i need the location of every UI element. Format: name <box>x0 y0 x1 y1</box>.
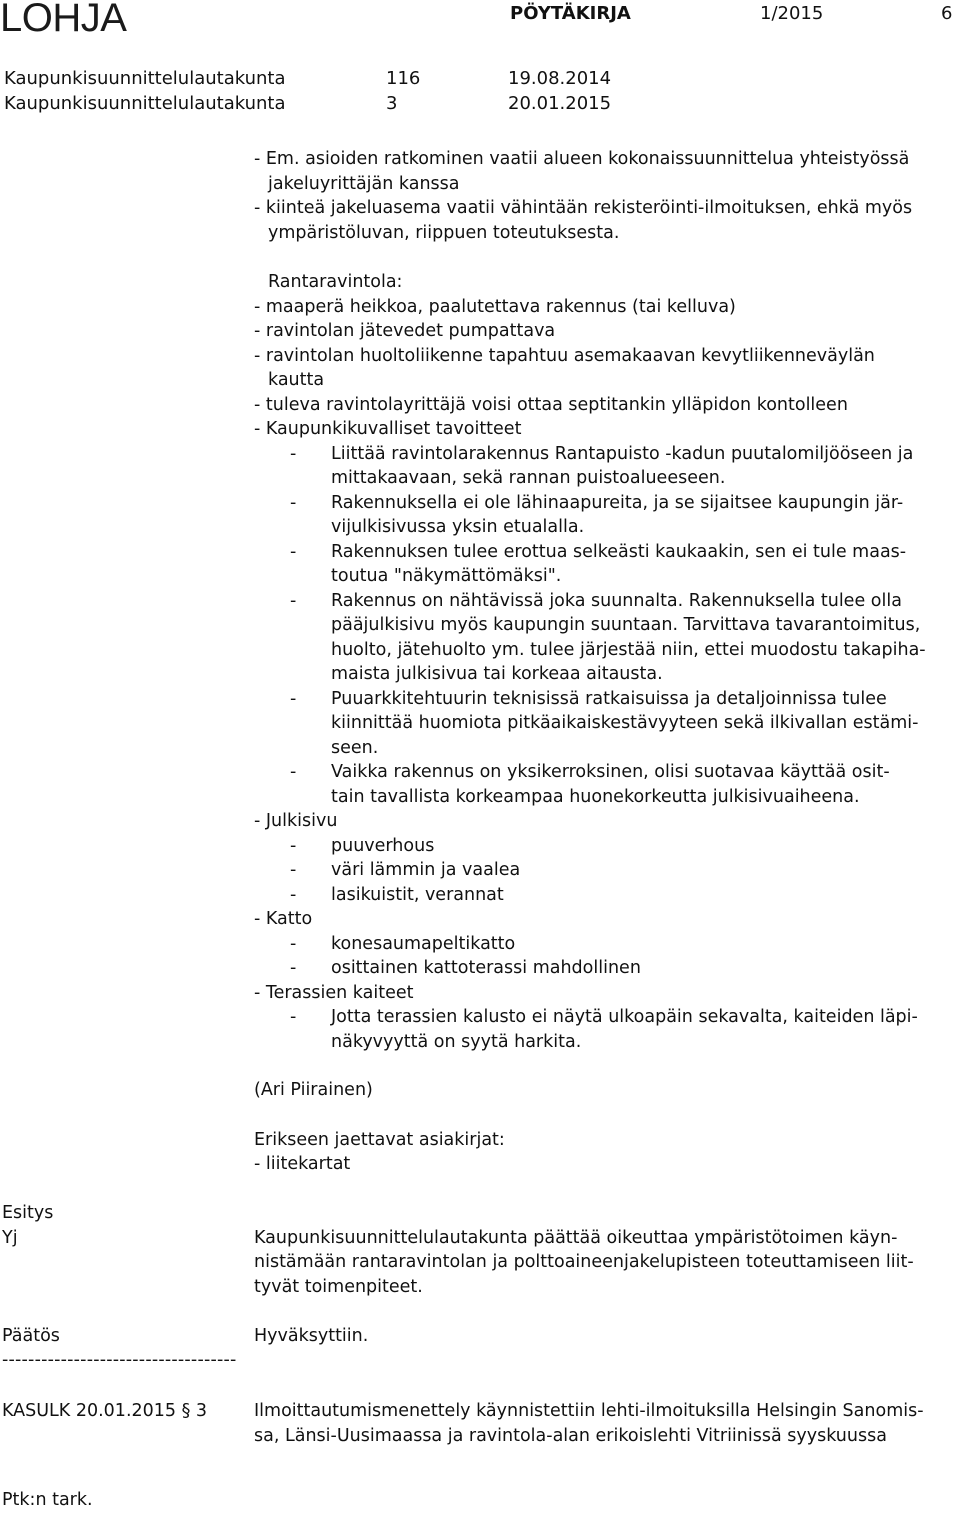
sub-bullet: väri lämmin ja vaalea <box>331 860 521 880</box>
section-number: 3 <box>386 93 398 114</box>
sub-bullet: toutua "näkymättömäksi". <box>331 566 562 586</box>
sub-bullet: seen. <box>331 738 379 758</box>
sub-bullet: mittakaavaan, sekä rannan puistoalueeseen. <box>331 468 726 488</box>
sub-bullet: tain tavallista korkeampaa huonekorkeutta julkisivuaiheena. <box>331 787 860 807</box>
paragraph-line: - kiinteä jakeluasema vaatii vähintään rekisteröinti-ilmoituksen, ehkä myös <box>254 198 913 218</box>
dash-marker: - <box>290 493 297 513</box>
sub-bullet: pääjulkisivu myös kaupungin suuntaan. Tarvittava tavarantoimitus, <box>331 615 921 635</box>
dash-marker: - <box>290 762 297 782</box>
bullet-item: - Terassien kaiteet <box>254 983 414 1003</box>
bullet-item: - ravintolan huoltoliikenne tapahtuu asemakaavan kevytliikenneväylän <box>254 346 875 366</box>
meeting-date: 20.01.2015 <box>508 93 612 114</box>
sub-bullet: Puuarkkitehtuurin teknisissä ratkaisuissa ja detaljoinnissa tulee <box>331 689 887 709</box>
kasulk-text: sa, Länsi-Uusimaassa ja ravintola-alan erikoislehti Vitriinissä syyskuussa <box>254 1426 887 1446</box>
board-name: Kaupunkisuunnittelulautakunta <box>4 68 286 89</box>
dash-marker: - <box>290 885 297 905</box>
sub-bullet: Liittää ravintolarakennus Rantapuisto -kadun puutalomiljööseen ja <box>331 444 914 464</box>
dash-marker: - <box>290 591 297 611</box>
bullet-item: - Katto <box>254 909 313 929</box>
document-number: 1/2015 <box>760 3 824 24</box>
sub-bullet: näkyvyyttä on syytä harkita. <box>331 1032 582 1052</box>
proposal-text: tyvät toimenpiteet. <box>254 1277 423 1297</box>
kasulk-label: KASULK 20.01.2015 § 3 <box>2 1401 208 1421</box>
kasulk-text: Ilmoittautumismenettely käynnistettiin lehti-ilmoituksilla Helsingin Sanomis- <box>254 1401 924 1421</box>
dash-marker: - <box>290 542 297 562</box>
dash-marker: - <box>290 958 297 978</box>
bullet-item: - Julkisivu <box>254 811 338 831</box>
bullet-item: - Kaupunkikuvalliset tavoitteet <box>254 419 522 439</box>
sub-bullet: Jotta terassien kalusto ei näytä ulkoapäin sekavalta, kaiteiden läpi- <box>331 1007 918 1027</box>
attachments-heading: Erikseen jaettavat asiakirjat: <box>254 1130 505 1150</box>
separator-line: ------------------------------------ <box>2 1350 237 1370</box>
sub-bullet: kiinnittää huomiota pitkäaikaiskestävyyteen sekä ilkivallan estämi- <box>331 713 919 733</box>
page-number: 6 <box>941 3 953 24</box>
esitys-label: Esitys <box>2 1203 54 1223</box>
sub-bullet: Rakennus on nähtävissä joka suunnalta. Rakennuksella tulee olla <box>331 591 902 611</box>
sub-bullet: huolto, jätehuolto ym. tulee järjestää niin, ettei muodostu takapiha- <box>331 640 926 660</box>
bullet-item: - maaperä heikkoa, paalutettava rakennus (tai kelluva) <box>254 297 736 317</box>
decision-text: Hyväksyttiin. <box>254 1326 369 1346</box>
dash-marker: - <box>290 934 297 954</box>
author: (Ari Piirainen) <box>254 1080 373 1100</box>
bullet-item: kautta <box>268 370 325 390</box>
sub-bullet: lasikuistit, verannat <box>331 885 504 905</box>
sub-bullet: Vaikka rakennus on yksikerroksinen, olisi suotavaa käyttää osit- <box>331 762 890 782</box>
dash-marker: - <box>290 689 297 709</box>
sub-bullet: vijulkisivussa yksin etualalla. <box>331 517 585 537</box>
sub-bullet: Rakennuksen tulee erottua selkeästi kaukaakin, sen ei tule maas- <box>331 542 907 562</box>
paragraph-line: - Em. asioiden ratkominen vaatii alueen kokonaissuunnittelua yhteistyössä <box>254 149 910 169</box>
dash-marker: - <box>290 836 297 856</box>
board-name: Kaupunkisuunnittelulautakunta <box>4 93 286 114</box>
section-heading: Rantaravintola: <box>268 272 403 292</box>
sub-bullet: Rakennuksella ei ole lähinaapureita, ja se sijaitsee kaupungin jär- <box>331 493 904 513</box>
dash-marker: - <box>290 1007 297 1027</box>
dash-marker: - <box>290 444 297 464</box>
bullet-item: - ravintolan jätevedet pumpattava <box>254 321 556 341</box>
logo: LOHJA <box>0 0 127 40</box>
footer-check: Ptk:n tark. <box>2 1490 93 1510</box>
document-type: PÖYTÄKIRJA <box>510 3 631 24</box>
sub-bullet: osittainen kattoterassi mahdollinen <box>331 958 641 978</box>
proposal-text: Kaupunkisuunnittelulautakunta päättää oikeuttaa ympäristötoimen käyn- <box>254 1228 898 1248</box>
bullet-item: - tuleva ravintolayrittäjä voisi ottaa septitankin ylläpidon kontolleen <box>254 395 848 415</box>
proposal-text: nistämään rantaravintolan ja polttoaineenjakelupisteen toteuttamiseen liit- <box>254 1252 914 1272</box>
paragraph-line: ympäristöluvan, riippuen toteutuksesta. <box>268 223 620 243</box>
sub-bullet: konesaumapeltikatto <box>331 934 516 954</box>
sub-bullet: maista julkisivua tai korkeaa aitausta. <box>331 664 663 684</box>
decision-label: Päätös <box>2 1326 60 1346</box>
attachment-item[interactable]: - liitekartat <box>254 1154 351 1174</box>
meeting-date: 19.08.2014 <box>508 68 612 89</box>
dash-marker: - <box>290 860 297 880</box>
sub-bullet: puuverhous <box>331 836 435 856</box>
paragraph-line: jakeluyrittäjän kanssa <box>268 174 460 194</box>
section-number: 116 <box>386 68 421 89</box>
presenter-label: Yj <box>2 1228 18 1248</box>
